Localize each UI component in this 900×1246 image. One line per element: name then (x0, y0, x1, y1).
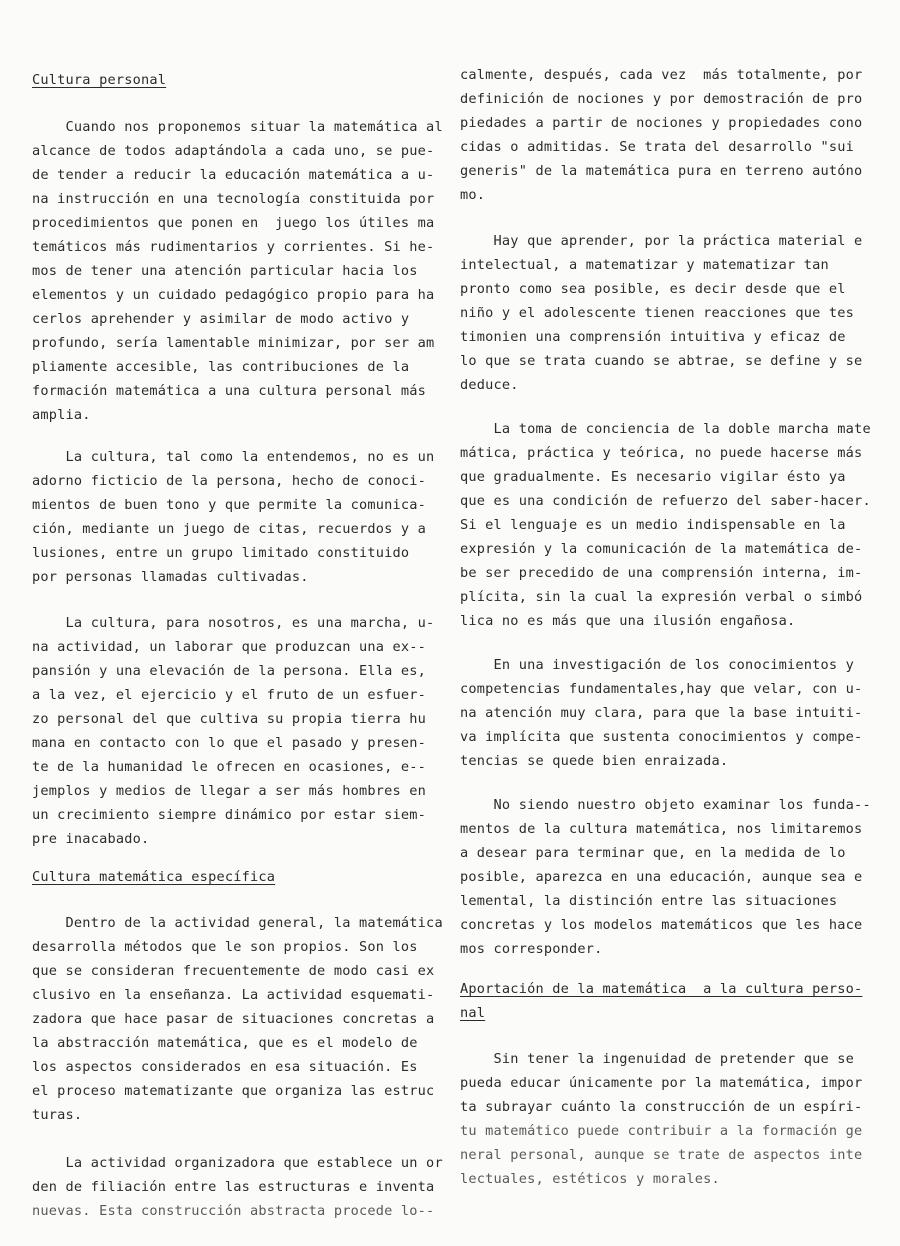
text-line: tu matemático puede contribuir a la formación ge (460, 1123, 863, 1139)
text-line: na atención muy clara, para que la base intuiti- (460, 705, 863, 721)
text-line: be ser precedido de una comprensión interna, im- (460, 565, 863, 581)
text-line: que gradualmente. Es necesario vigilar ésto ya (460, 469, 846, 485)
section-heading-aportacion: Aportación de la matemática a la cultura perso- (460, 981, 863, 997)
text-line: de tender a reducir la educación matemática a u- (32, 167, 435, 183)
text-line: neral personal, aunque se trate de aspectos inte (460, 1147, 863, 1163)
text-line: concretas y los modelos matemáticos que les hace (460, 917, 863, 933)
text-line: lemental, la distinción entre las situaciones (460, 893, 838, 909)
text-line: clusivo en la enseñanza. La actividad esquemati- (32, 987, 435, 1003)
text-line: a desear para terminar que, en la medida de lo (460, 845, 846, 861)
text-line: el proceso matematizante que organiza las estruc (32, 1083, 435, 1099)
section-heading-cultura-personal: Cultura personal (32, 72, 167, 88)
text-line: los aspectos considerados en esa situación. Es (32, 1059, 418, 1075)
text-line: mana en contacto con lo que el pasado y presen- (32, 735, 427, 751)
text-line: ción, mediante un juego de citas, recuerdos y a (32, 521, 427, 537)
text-line: desarrolla métodos que le son propios. Son los (32, 939, 418, 955)
text-line: tencias se quede bien enraizada. (460, 753, 729, 769)
text-line: elementos y un cuidado pedagógico propio para ha (32, 287, 435, 303)
text-line: turas. (32, 1107, 83, 1123)
text-line: pliamente accesible, las contribuciones de la (32, 359, 410, 375)
text-line: Dentro de la actividad general, la matemática (32, 915, 443, 931)
text-line: La cultura, para nosotros, es una marcha, u- (32, 615, 435, 631)
text-line: temáticos más rudimentarios y corrientes. Si he- (32, 239, 435, 255)
text-line: Si el lenguaje es un medio indispensable en la (460, 517, 846, 533)
text-line: ta subrayar cuánto la construcción de un espíri- (460, 1099, 863, 1115)
text-line: expresión y la comunicación de la matemática de- (460, 541, 863, 557)
text-line: a la vez, el ejercicio y el fruto de un esfuer- (32, 687, 427, 703)
text-line: competencias fundamentales,hay que velar, con u- (460, 681, 863, 697)
text-line: amplia. (32, 407, 91, 423)
text-line: que es una condición de refuerzo del saber-hacer. (460, 493, 871, 509)
text-line: mos de tener una atención particular hacia los (32, 263, 418, 279)
text-line: mo. (460, 187, 486, 203)
text-line: formación matemática a una cultura personal más (32, 383, 427, 399)
text-line: cidas o admitidas. Se trata del desarrollo "sui (460, 139, 855, 155)
text-line: En una investigación de los conocimientos y (460, 657, 855, 673)
text-line: Cuando nos proponemos situar la matemática al (32, 119, 443, 135)
text-line: procedimientos que ponen en juego los útiles ma (32, 215, 435, 231)
text-line: generis" de la matemática pura en terreno autóno (460, 163, 863, 179)
text-line: jemplos y medios de llegar a ser más hombres en (32, 783, 427, 799)
text-line: timonien una comprensión intuitiva y eficaz de (460, 329, 846, 345)
text-line: lectuales, estéticos y morales. (460, 1171, 720, 1187)
text-line: niño y el adolescente tienen reacciones que tes (460, 305, 855, 321)
text-line: pueda educar únicamente por la matemática, impor (460, 1075, 863, 1091)
text-line: Sin tener la ingenuidad de pretender que se (460, 1051, 855, 1067)
text-line: lo que se trata cuando se abtrae, se define y se (460, 353, 863, 369)
text-line: va implícita que sustenta conocimientos y compe- (460, 729, 863, 745)
text-line: mentos de la cultura matemática, nos limitaremos (460, 821, 863, 837)
text-line: deduce. (460, 377, 519, 393)
text-line: que se consideran frecuentemente de modo casi ex (32, 963, 435, 979)
text-line: pronto como sea posible, es decir desde que el (460, 281, 846, 297)
text-line: piedades a partir de nociones y propiedades cono (460, 115, 863, 131)
text-line: den de filiación entre las estructuras e inventa (32, 1179, 435, 1195)
text-line: te de la humanidad le ofrecen en ocasiones, e-- (32, 759, 427, 775)
text-line: la abstracción matemática, que es el modelo de (32, 1035, 418, 1051)
text-line: alcance de todos adaptándola a cada uno, se pue- (32, 143, 435, 159)
text-line: adorno ficticio de la persona, hecho de conoci- (32, 473, 427, 489)
text-line: No siendo nuestro objeto examinar los funda-- (460, 797, 871, 813)
text-line: posible, aparezca en una educación, aunque sea e (460, 869, 863, 885)
text-line: na actividad, un laborar que produzcan una ex-- (32, 639, 427, 655)
section-heading-aportacion-cont: nal (460, 1005, 486, 1021)
text-line: mientos de buen tono y que permite la comunica- (32, 497, 427, 513)
text-line: por personas llamadas cultivadas. (32, 569, 309, 585)
text-line: La actividad organizadora que establece un or (32, 1155, 443, 1171)
text-line: nuevas. Esta construcción abstracta procede lo-- (32, 1203, 435, 1219)
text-line: lusiones, entre un grupo limitado constituido (32, 545, 410, 561)
text-line: Hay que aprender, por la práctica material e (460, 233, 863, 249)
text-line: La toma de conciencia de la doble marcha mate (460, 421, 871, 437)
text-line: mática, práctica y teórica, no puede hacerse más (460, 445, 863, 461)
text-line: profundo, sería lamentable minimizar, por ser am (32, 335, 435, 351)
text-line: pansión y una elevación de la persona. Ella es, (32, 663, 427, 679)
text-line: cerlos aprehender y asimilar de modo activo y (32, 311, 410, 327)
text-line: calmente, después, cada vez más totalmente, por (460, 67, 863, 83)
text-line: zo personal del que cultiva su propia tierra hu (32, 711, 427, 727)
text-line: La cultura, tal como la entendemos, no es un (32, 449, 435, 465)
section-heading-cultura-matematica: Cultura matemática específica (32, 869, 276, 885)
text-line: na instrucción en una tecnología constituida por (32, 191, 435, 207)
text-line: un crecimiento siempre dinámico por estar siem- (32, 807, 427, 823)
text-line: plícita, sin la cual la expresión verbal o simbó (460, 589, 863, 605)
text-line: mos corresponder. (460, 941, 603, 957)
text-line: lica no es más que una ilusión engañosa. (460, 613, 796, 629)
text-line: pre inacabado. (32, 831, 150, 847)
text-line: definición de nociones y por demostración de pro (460, 91, 863, 107)
text-line: intelectual, a matematizar y matematizar tan (460, 257, 829, 273)
text-line: zadora que hace pasar de situaciones concretas a (32, 1011, 435, 1027)
